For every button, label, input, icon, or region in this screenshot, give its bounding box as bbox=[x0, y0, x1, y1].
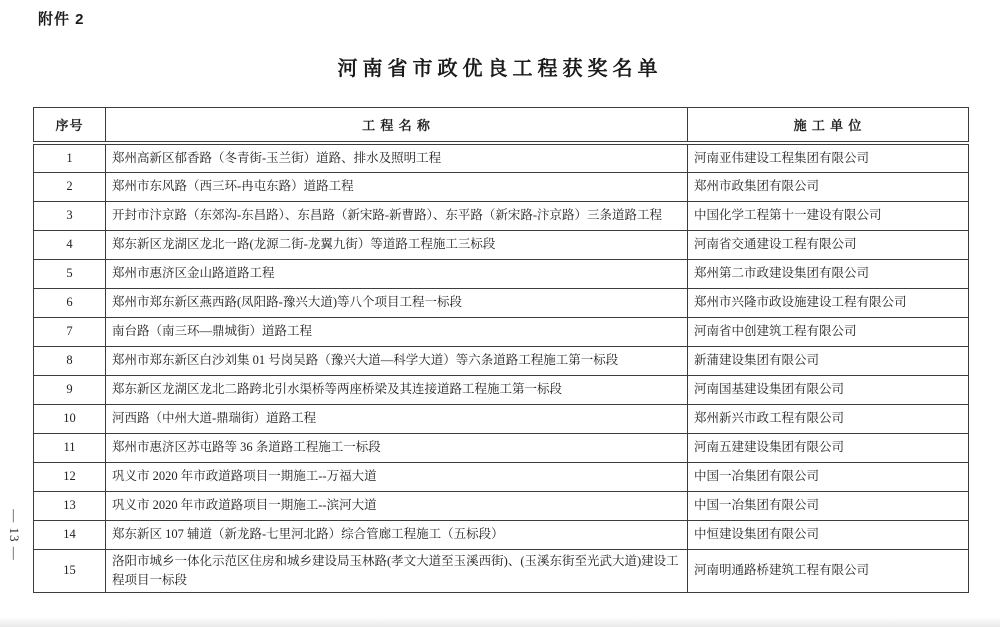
table-row bbox=[34, 346, 969, 375]
row-project-name: 开封市汴京路（东郊沟-东昌路）、东昌路（新宋路-新曹路）、东平路（新宋路-汴京路）三条道路工程 bbox=[106, 201, 688, 230]
row-project-name: 郑州市郑东新区白沙刘集 01 号岗吴路（豫兴大道—科学大道）等六条道路工程施工第一标段 bbox=[106, 346, 688, 375]
header-construction-unit: 施 工 单 位 bbox=[688, 108, 969, 144]
header-index: 序号 bbox=[34, 108, 106, 144]
row-index: 5 bbox=[34, 259, 106, 288]
row-index: 8 bbox=[34, 346, 106, 375]
row-project-name: 郑州市惠济区金山路道路工程 bbox=[106, 259, 688, 288]
row-construction-unit: 郑州市兴隆市政设施建设工程有限公司 bbox=[688, 288, 969, 317]
row-construction-unit: 河南省中创建筑工程有限公司 bbox=[688, 317, 969, 346]
row-project-name: 郑东新区龙湖区龙北一路(龙源二街-龙翼九街）等道路工程施工三标段 bbox=[106, 230, 688, 259]
header-row bbox=[34, 108, 969, 144]
row-project-name: 南台路（南三环—鼎城街）道路工程 bbox=[106, 317, 688, 346]
table-row bbox=[34, 230, 969, 259]
award-table bbox=[33, 107, 969, 593]
row-project-name: 郑东新区龙湖区龙北二路跨北引水渠桥等两座桥梁及其连接道路工程施工第一标段 bbox=[106, 375, 688, 404]
row-project-name: 河西路（中州大道-鼎瑞街）道路工程 bbox=[106, 404, 688, 433]
table-row bbox=[34, 259, 969, 288]
row-project-name: 郑东新区 107 辅道（新龙路-七里河北路）综合管廊工程施工（五标段） bbox=[106, 520, 688, 549]
row-construction-unit: 河南五建建设集团有限公司 bbox=[688, 433, 969, 462]
row-index: 10 bbox=[34, 404, 106, 433]
row-construction-unit: 郑州新兴市政工程有限公司 bbox=[688, 404, 969, 433]
page-number: — 13 — bbox=[7, 509, 22, 561]
row-construction-unit: 中国一冶集团有限公司 bbox=[688, 462, 969, 491]
table-header bbox=[34, 108, 969, 144]
row-construction-unit: 中恒建设集团有限公司 bbox=[688, 520, 969, 549]
table-row bbox=[34, 143, 969, 172]
row-index: 12 bbox=[34, 462, 106, 491]
row-index: 1 bbox=[34, 143, 106, 172]
table-row bbox=[34, 317, 969, 346]
attachment-label: 附件 2 bbox=[38, 11, 85, 28]
table-row bbox=[34, 375, 969, 404]
row-project-name: 洛阳市城乡一体化示范区住房和城乡建设局玉林路(孝文大道至玉溪西街)、(玉溪东街至光武大道)建设工程项目一标段 bbox=[106, 549, 688, 592]
row-construction-unit: 中国一冶集团有限公司 bbox=[688, 491, 969, 520]
row-construction-unit: 郑州第二市政建设集团有限公司 bbox=[688, 259, 969, 288]
row-index: 6 bbox=[34, 288, 106, 317]
table-row bbox=[34, 520, 969, 549]
row-project-name: 郑州市惠济区苏屯路等 36 条道路工程施工一标段 bbox=[106, 433, 688, 462]
row-index: 2 bbox=[34, 172, 106, 201]
row-index: 15 bbox=[34, 549, 106, 592]
row-index: 3 bbox=[34, 201, 106, 230]
row-project-name: 郑州市郑东新区燕西路(凤阳路-豫兴大道)等八个项目工程一标段 bbox=[106, 288, 688, 317]
table-row bbox=[34, 172, 969, 201]
table-body bbox=[34, 143, 969, 592]
row-project-name: 郑州高新区郁香路（冬青街-玉兰街）道路、排水及照明工程 bbox=[106, 143, 688, 172]
row-index: 14 bbox=[34, 520, 106, 549]
table-row bbox=[34, 462, 969, 491]
row-construction-unit: 河南亚伟建设工程集团有限公司 bbox=[688, 143, 969, 172]
row-construction-unit: 河南明通路桥建筑工程有限公司 bbox=[688, 549, 969, 592]
row-construction-unit: 郑州市政集团有限公司 bbox=[688, 172, 969, 201]
row-construction-unit: 河南国基建设集团有限公司 bbox=[688, 375, 969, 404]
row-project-name: 巩义市 2020 年市政道路项目一期施工--万福大道 bbox=[106, 462, 688, 491]
header-project-name: 工 程 名 称 bbox=[106, 108, 688, 144]
row-project-name: 巩义市 2020 年市政道路项目一期施工--滨河大道 bbox=[106, 491, 688, 520]
row-index: 4 bbox=[34, 230, 106, 259]
table-row bbox=[34, 288, 969, 317]
page-title: 河南省市政优良工程获奖名单 bbox=[337, 58, 663, 80]
row-index: 13 bbox=[34, 491, 106, 520]
row-index: 7 bbox=[34, 317, 106, 346]
row-construction-unit: 河南省交通建设工程有限公司 bbox=[688, 230, 969, 259]
table-row bbox=[34, 433, 969, 462]
row-project-name: 郑州市东风路（西三环-冉屯东路）道路工程 bbox=[106, 172, 688, 201]
table-row bbox=[34, 404, 969, 433]
table-row bbox=[34, 549, 969, 592]
row-construction-unit: 中国化学工程第十一建设有限公司 bbox=[688, 201, 969, 230]
table-row bbox=[34, 201, 969, 230]
row-index: 9 bbox=[34, 375, 106, 404]
table-row bbox=[34, 491, 969, 520]
row-index: 11 bbox=[34, 433, 106, 462]
row-construction-unit: 新蒲建设集团有限公司 bbox=[688, 346, 969, 375]
